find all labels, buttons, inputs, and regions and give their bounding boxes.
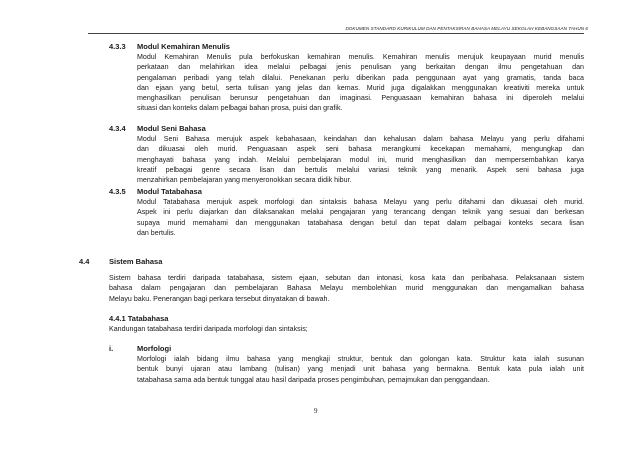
section-4-4-paragraph xyxy=(109,273,584,304)
section-4-3-3-paragraph xyxy=(137,52,584,114)
paragraph-line: Melayu baku. Penerangan bagi perkara tersebut dinyatakan di bawah. xyxy=(109,294,330,303)
paragraph-line: supaya murid memahami dan menggunakan tatabahasa dengan betul dan tepat dalam pelbagai konteks secara lisan xyxy=(137,218,584,227)
section-4-3-5-paragraph xyxy=(137,197,584,238)
paragraph-line: dan ejaan yang betul, serta tulisan yang jelas dan kemas. Murid juga digalakkan menggunakan kreativiti mereka untuk xyxy=(137,83,584,92)
section-4-3-4-title: Modul Seni Bahasa xyxy=(137,124,206,133)
subsection-i-paragraph xyxy=(137,354,584,385)
paragraph-line: bentuk bunyi ujaran atau lambang (tulisan) yang menjadi unit bahasa yang bermakna. Bentuk kata pula ialah unit xyxy=(137,365,584,374)
paragraph-line: Modul Seni Bahasa merujuk aspek kebahasaan, keindahan dan kehalusan dalam bahasa Melayu yang perlu difahami xyxy=(137,135,584,143)
section-4-4-number: 4.4 xyxy=(79,257,90,266)
paragraph-line: Kandungan tatabahasa terdiri daripada morfologi dan sintaksis; xyxy=(109,325,308,333)
subsection-i-number: i. xyxy=(109,344,114,353)
section-4-3-4-paragraph xyxy=(137,134,584,185)
section-4-3-3-title: Modul Kemahiran Menulis xyxy=(137,42,230,51)
paragraph-line: Aspek ini perlu diajarkan dan dilaksanakan melalui pengajaran yang terancang dengan teknik yang sesuai dan berkesan xyxy=(137,208,584,217)
paragraph-line: bahasa dalam pengajaran dan pembelajaran Bahasa Melayu membolehkan murid menggunakan dan mengamalkan bahasa xyxy=(109,284,584,293)
section-4-3-5-title: Modul Tatabahasa xyxy=(137,187,202,196)
paragraph-line: perkataan dan melahirkan idea melalui pelbagai jenis penulisan yang berkaitan dengan ilmu pengetahuan dan xyxy=(137,63,584,72)
section-4-3-4-number: 4.3.4 xyxy=(109,124,126,133)
section-4-4-title: Sistem Bahasa xyxy=(109,257,163,266)
section-4-4-1-title: 4.4.1 Tatabahasa xyxy=(109,314,169,323)
paragraph-line: Modul Kemahiran Menulis pula berfokuskan kemahiran menulis. Kemahiran menulis merujuk keupayaan murid menulis xyxy=(137,53,584,61)
paragraph-line: menzahirkan pembelajaran yang menyeronokkan secara didik hibur. xyxy=(137,176,352,185)
paragraph-line: tatabahasa sama ada bentuk tunggal atau hasil daripada proses pengimbuhan, pemajmukan dan penggandaan. xyxy=(137,375,490,384)
section-4-3-3-number: 4.3.3 xyxy=(109,42,126,51)
paragraph-line: Modul Tatabahasa merujuk aspek morfologi dan sintaksis bahasa Melayu yang perlu difahami dan dikuasai oleh murid. xyxy=(137,198,584,206)
section-4-4-1-paragraph xyxy=(109,324,584,334)
paragraph-line: kreatif pelbagai genre secara lisan dan bertulis melalui variasi teknik yang menarik. Aspek seni bahasa juga xyxy=(137,165,584,174)
section-4-3-5-number: 4.3.5 xyxy=(109,187,126,196)
header-divider xyxy=(88,33,584,34)
paragraph-line: Morfologi ialah bidang ilmu bahasa yang mengkaji struktur, bentuk dan golongan kata. Struktur kata ialah susunan xyxy=(137,355,584,363)
paragraph-line: menghasilkan penulisan berunsur pengetahuan dan imaginasi. Penguasaan kemahiran bahasa ini diperoleh melalui xyxy=(137,94,584,103)
subsection-i-title: Morfologi xyxy=(137,344,172,353)
paragraph-line: dan dikuasai oleh murid. Penguasaan aspek seni bahasa merangkumi kecekapan memahami, mengungkap dan xyxy=(137,145,584,154)
document-header: DOKUMEN STANDARD KURIKULUM DAN PENTAKSIRAN BAHASA MELAYU SEKOLAH KEBANGSAAN TAHUN 6 xyxy=(345,26,588,31)
paragraph-line: Sistem bahasa terdiri daripada tatabahasa, sistem ejaan, sebutan dan intonasi, kosa kata dan peribahasa. Pelaksanaan sistem xyxy=(109,274,584,282)
paragraph-line: pengalaman peribadi yang telah dilalui. Penekanan perlu diberikan pada penggunaan ayat yang gramatis, tanda baca xyxy=(137,73,584,82)
paragraph-line: menghayati bahasa yang indah. Melalui pembelajaran modul ini, murid menghasilkan dan mempersembahkan karya xyxy=(137,155,584,164)
paragraph-line: dan bertulis. xyxy=(137,228,176,237)
paragraph-line: situasi dan konteks dalam pelbagai bahan prosa, puisi dan grafik. xyxy=(137,104,343,113)
page-number: 9 xyxy=(314,407,318,415)
